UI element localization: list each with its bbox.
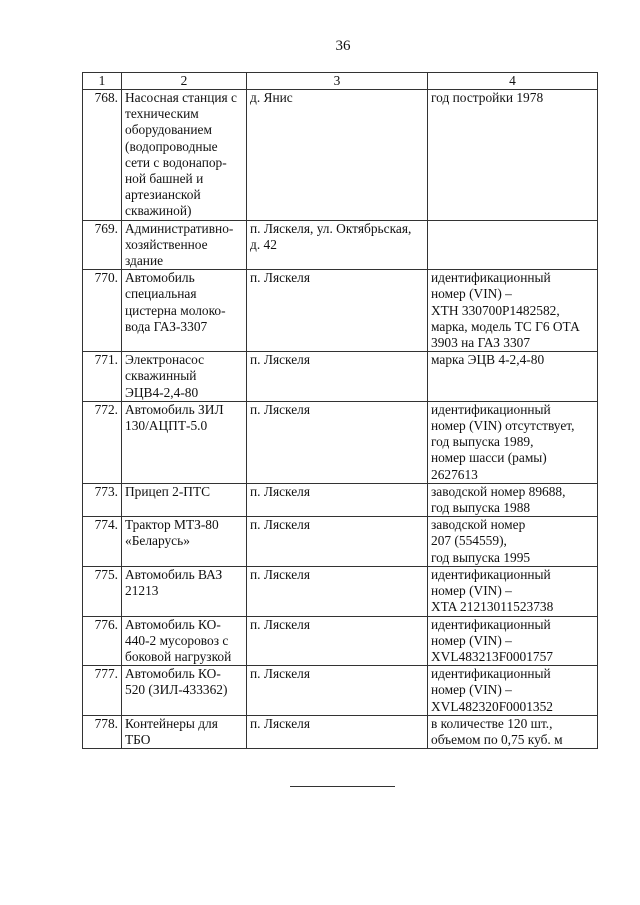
item-location: п. Ляскеля (247, 270, 428, 352)
table-row (83, 483, 598, 516)
item-details: год постройки 1978 (428, 90, 598, 221)
item-location: п. Ляскеля (247, 715, 428, 748)
item-name: Автомобиль КО- 440-2 мусоровоз с боковой нагрузкой (122, 616, 247, 666)
item-name: Насосная станция с техническим оборудованием (водопроводные сети с водонапор- ной башней и артезианской скважиной) (122, 90, 247, 221)
item-name: Автомобиль ЗИЛ 130/АЦПТ-5.0 (122, 401, 247, 483)
row-number: 770. (83, 270, 122, 352)
row-number: 777. (83, 666, 122, 716)
table-row (83, 666, 598, 716)
table-row (83, 401, 598, 483)
item-location: п. Ляскеля (247, 401, 428, 483)
item-details: идентификационный номер (VIN) – XVL483213F0001757 (428, 616, 598, 666)
page-number: 36 (335, 38, 351, 54)
item-details: в количестве 120 шт., объемом по 0,75 куб. м (428, 715, 598, 748)
header-cell: 3 (247, 73, 428, 90)
table-row (83, 220, 598, 270)
item-name: Контейнеры для ТБО (122, 715, 247, 748)
table-row (83, 517, 598, 567)
item-name: Автомобиль ВАЗ 21213 (122, 566, 247, 616)
header-cell: 1 (83, 73, 122, 90)
table-header-row (83, 73, 598, 90)
item-details: марка ЭЦВ 4-2,4-80 (428, 352, 598, 402)
row-number: 768. (83, 90, 122, 221)
item-details: заводской номер 89688, год выпуска 1988 (428, 483, 598, 516)
table-row (83, 352, 598, 402)
item-details: идентификационный номер (VIN) – XTA 21213011523738 (428, 566, 598, 616)
item-details: идентификационный номер (VIN) – XTH 330700P1482582, марка, модель ТС Г6 ОТА 3903 на ГАЗ 3307 (428, 270, 598, 352)
item-location: п. Ляскеля, ул. Октябрьская, д. 42 (247, 220, 428, 270)
row-number: 769. (83, 220, 122, 270)
row-number: 776. (83, 616, 122, 666)
item-location: п. Ляскеля (247, 616, 428, 666)
item-location: п. Ляскеля (247, 566, 428, 616)
item-name: Прицеп 2-ПТС (122, 483, 247, 516)
table-row (83, 90, 598, 221)
item-location: п. Ляскеля (247, 352, 428, 402)
item-details (428, 220, 598, 270)
item-details: идентификационный номер (VIN) отсутствует, год выпуска 1989, номер шасси (рамы) 2627613 (428, 401, 598, 483)
item-name: Автомобиль специальная цистерна молоко- вода ГАЗ-3307 (122, 270, 247, 352)
item-name: Административно- хозяйственное здание (122, 220, 247, 270)
table-row (83, 715, 598, 748)
table-row (83, 616, 598, 666)
row-number: 774. (83, 517, 122, 567)
table-row (83, 566, 598, 616)
row-number: 775. (83, 566, 122, 616)
row-number: 778. (83, 715, 122, 748)
header-cell: 4 (428, 73, 598, 90)
item-location: п. Ляскеля (247, 517, 428, 567)
item-name: Электронасос скважинный ЭЦВ4-2,4-80 (122, 352, 247, 402)
row-number: 773. (83, 483, 122, 516)
header-cell: 2 (122, 73, 247, 90)
row-number: 772. (83, 401, 122, 483)
table-row (83, 270, 598, 352)
item-name: Трактор МТЗ-80 «Беларусь» (122, 517, 247, 567)
item-details: идентификационный номер (VIN) – XVL482320F0001352 (428, 666, 598, 716)
end-divider (290, 786, 395, 787)
property-table (82, 72, 598, 749)
item-location: д. Янис (247, 90, 428, 221)
row-number: 771. (83, 352, 122, 402)
item-details: заводской номер 207 (554559), год выпуска 1995 (428, 517, 598, 567)
item-location: п. Ляскеля (247, 666, 428, 716)
item-name: Автомобиль КО- 520 (ЗИЛ-433362) (122, 666, 247, 716)
item-location: п. Ляскеля (247, 483, 428, 516)
